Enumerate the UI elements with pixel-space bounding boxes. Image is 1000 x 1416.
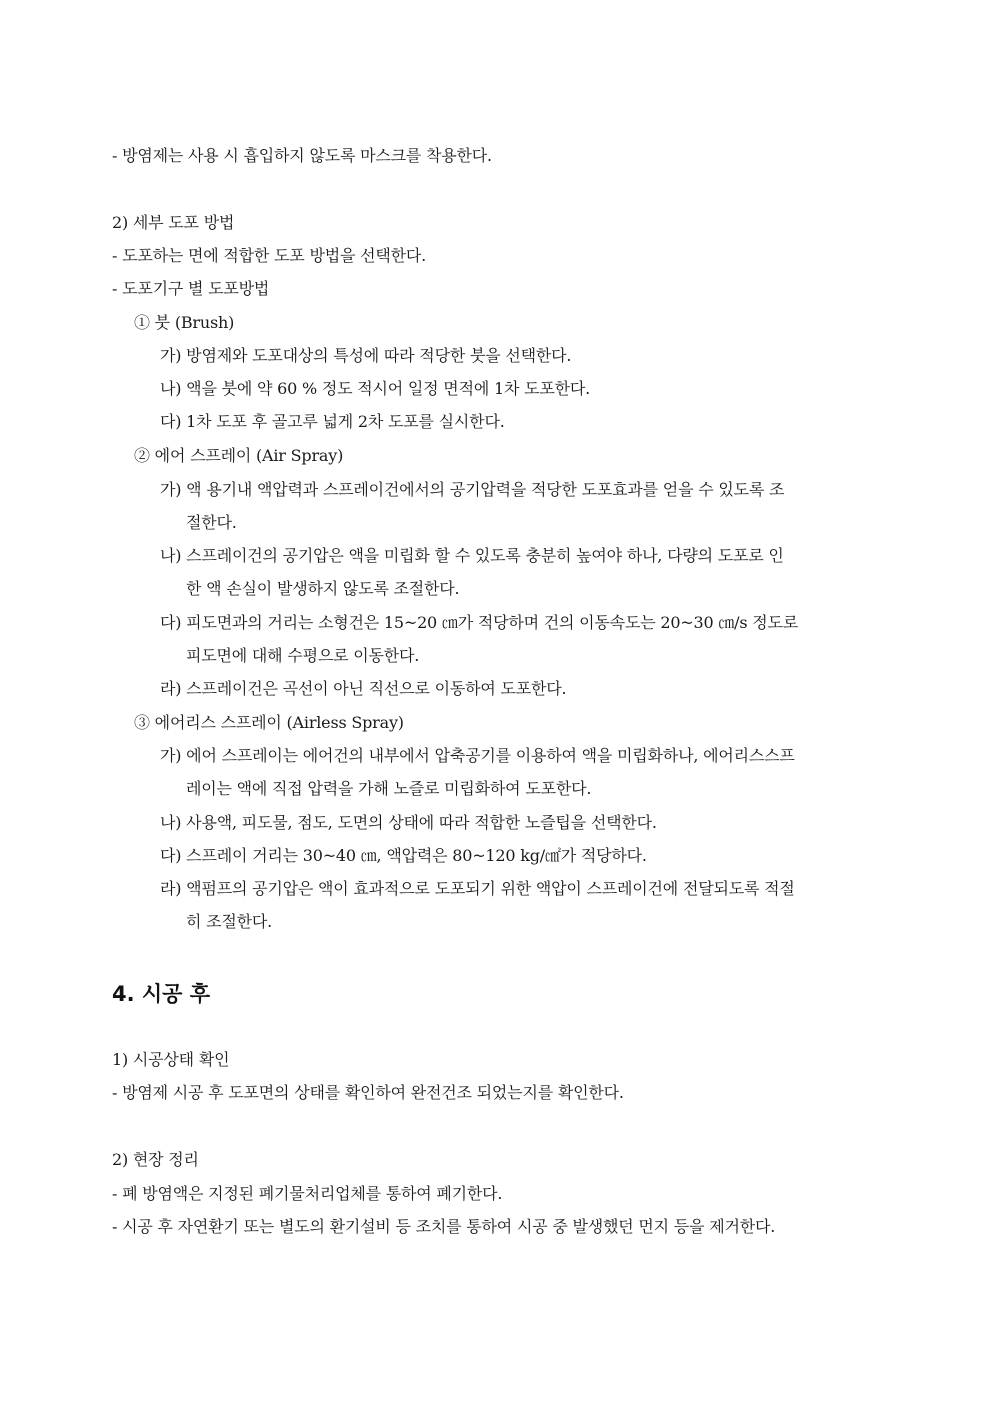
check-status-title: 1) 시공상태 확인 [112, 1050, 230, 1069]
air-spray-step-a-line2: 절한다. [186, 513, 237, 532]
air-spray-step-d: 라) 스프레이건은 곡선이 아닌 직선으로 이동하여 도포한다. [160, 679, 567, 698]
airless-step-d-line2: 히 조절한다. [186, 912, 273, 931]
air-spray-step-b-line1: 나) 스프레이건의 공기압은 액을 미립화 할 수 있도록 충분히 높여야 하나, 다량의 도포로 인 [160, 546, 784, 565]
select-method-item: - 도포하는 면에 적합한 도포 방법을 선택한다. [112, 246, 427, 265]
air-spray-title: ② 에어 스프레이 (Air Spray) [134, 446, 344, 465]
brush-step-c: 다) 1차 도포 후 골고루 넓게 2차 도포를 실시한다. [160, 412, 505, 431]
air-spray-step-c-line2: 피도면에 대해 수평으로 이동한다. [186, 646, 420, 665]
site-cleanup-item-ventilation: - 시공 후 자연환기 또는 별도의 환기설비 등 조치를 통하여 시공 중 발생했던 먼지 등을 제거한다. [112, 1217, 776, 1236]
detail-method-title: 2) 세부 도포 방법 [112, 213, 235, 232]
site-cleanup-item-waste: - 폐 방염액은 지정된 폐기물처리업체를 통하여 폐기한다. [112, 1184, 503, 1203]
air-spray-step-a-line1: 가) 액 용기내 액압력과 스프레이건에서의 공기압력을 적당한 도포효과를 얻을 수 있도록 조 [160, 480, 785, 499]
section-4-heading: 4. 시공 후 [112, 982, 211, 1006]
brush-step-a: 가) 방염제와 도포대상의 특성에 따라 적당한 붓을 선택한다. [160, 346, 572, 365]
air-spray-step-b-line2: 한 액 손실이 발생하지 않도록 조절한다. [186, 579, 460, 598]
airless-spray-title: ③ 에어리스 스프레이 (Airless Spray) [134, 713, 404, 732]
mask-instruction: - 방염제는 사용 시 흡입하지 않도록 마스크를 착용한다. [112, 146, 492, 165]
airless-step-a-line1: 가) 에어 스프레이는 에어건의 내부에서 압축공기를 이용하여 액을 미립화하나, 에어리스스프 [160, 746, 795, 765]
airless-step-d-line1: 라) 액펌프의 공기압은 액이 효과적으로 도포되기 위한 액압이 스프레이건에 전달되도록 적절 [160, 879, 795, 898]
airless-step-c: 다) 스프레이 거리는 30~40 ㎝, 액압력은 80~120 kg/㎠가 적당하다. [160, 846, 647, 865]
site-cleanup-title: 2) 현장 정리 [112, 1150, 199, 1169]
airless-step-a-line2: 레이는 액에 직접 압력을 가해 노즐로 미립화하여 도포한다. [186, 779, 592, 798]
brush-step-b: 나) 액을 붓에 약 60 % 정도 적시어 일정 면적에 1차 도포한다. [160, 379, 590, 398]
check-status-item: - 방염제 시공 후 도포면의 상태를 확인하여 완전건조 되었는지를 확인한다. [112, 1083, 624, 1102]
brush-title: ① 붓 (Brush) [134, 313, 235, 332]
by-tool-item: - 도포기구 별 도포방법 [112, 279, 270, 298]
air-spray-step-c-line1: 다) 피도면과의 거리는 소형건은 15~20 ㎝가 적당하며 건의 이동속도는 20~30 ㎝/s 정도로 [160, 613, 799, 632]
airless-step-b: 나) 사용액, 피도물, 점도, 도면의 상태에 따라 적합한 노즐팁을 선택한다. [160, 813, 657, 832]
